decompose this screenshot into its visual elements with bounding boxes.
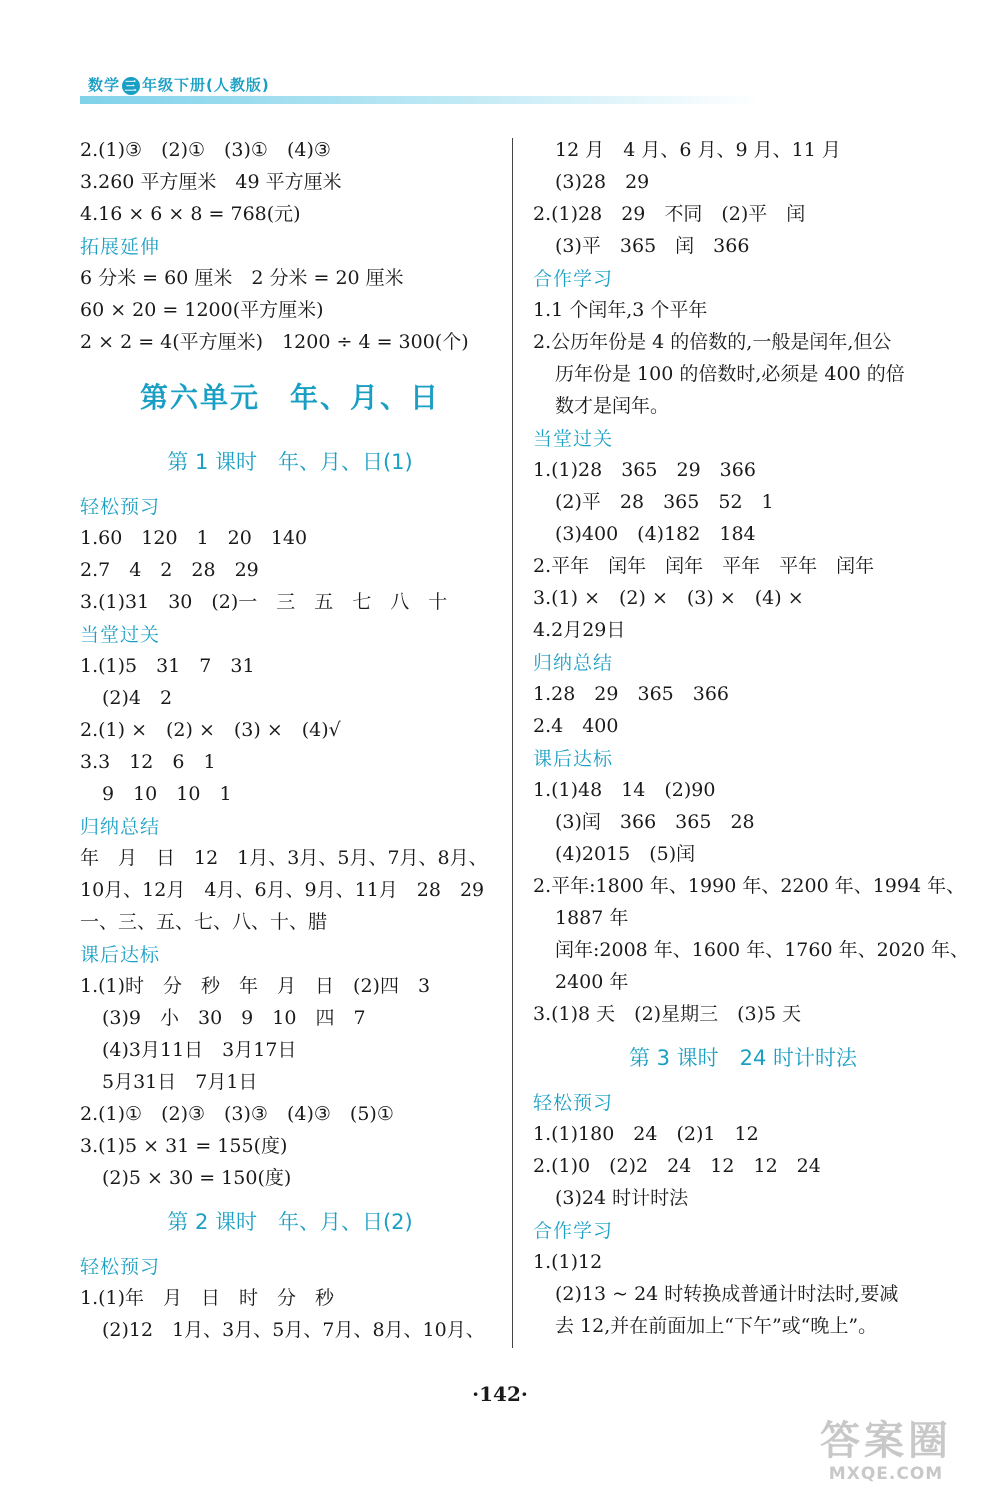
answer-line: 3.(1)31 30 (2)一 三 五 七 八 十 <box>80 591 448 613</box>
answer-line: (3)24 时计时法 <box>555 1187 689 1209</box>
lesson-title: 第 1 课时 年、月、日(1) <box>167 450 413 474</box>
answer-line: 5月31日 7月1日 <box>102 1071 258 1093</box>
left-column <box>80 134 500 1346</box>
answer-line: 3.3 12 6 1 <box>80 751 216 773</box>
answer-line: 1887 年 <box>555 907 629 929</box>
answer-line: 1.(1)12 <box>533 1251 603 1273</box>
page-number: ·142· <box>472 1382 528 1406</box>
answer-line: (4)2015 (5)闰 <box>555 843 696 865</box>
answer-line: 2.(1)① (2)③ (3)③ (4)③ (5)① <box>80 1103 394 1125</box>
section-title: 合作学习 <box>533 1220 614 1242</box>
answer-line: 2.(1)0 (2)2 24 12 12 24 <box>533 1155 821 1177</box>
section-title: 课后达标 <box>80 944 161 966</box>
watermark-text: 答案圈 <box>820 1418 952 1464</box>
answer-line: 一、三、五、七、八、十、腊 <box>80 911 328 933</box>
header-subject: 数学 <box>88 76 121 94</box>
answer-line: 2.4 400 <box>533 715 619 737</box>
answer-line: 闰年:2008 年、1600 年、1760 年、2020 年、 <box>555 939 969 961</box>
answer-line: 9 10 10 1 <box>102 783 232 805</box>
watermark-logo <box>786 1418 986 1484</box>
answer-line: 1.28 29 365 366 <box>533 683 730 705</box>
answer-line: 3.(1)8 天 (2)星期三 (3)5 天 <box>533 1003 802 1025</box>
answer-line: 2 × 2 = 4(平方厘米) 1200 ÷ 4 = 300(个) <box>80 331 469 353</box>
answer-line: 1.(1)年 月 日 时 分 秒 <box>80 1287 335 1309</box>
answer-line: 年 月 日 12 1月、3月、5月、7月、8月、 <box>80 847 488 869</box>
answer-line: (4)3月11日 3月17日 <box>102 1039 297 1061</box>
section-title: 当堂过关 <box>80 624 161 646</box>
section-title: 当堂过关 <box>533 428 614 450</box>
answer-line: 1.(1)48 14 (2)90 <box>533 779 716 801</box>
section-title: 拓展延伸 <box>80 236 161 258</box>
answer-line: 12 月 4 月、6 月、9 月、11 月 <box>555 139 841 161</box>
answer-line: (2)平 28 365 52 1 <box>555 491 774 513</box>
header-grade-badge: 三 <box>122 77 140 95</box>
answer-line: 历年份是 100 的倍数时,必须是 400 的倍 <box>555 363 905 385</box>
answer-line: 2.(1)③ (2)① (3)① (4)③ <box>80 139 331 161</box>
answer-line: 2.(1)28 29 不同 (2)平 闰 <box>533 203 806 225</box>
answer-line: (2)13 ~ 24 时转换成普通计时法时,要减 <box>555 1283 899 1305</box>
answer-line: (3)400 (4)182 184 <box>555 523 756 545</box>
answer-line: 3.(1)5 × 31 = 155(度) <box>80 1135 288 1157</box>
section-title: 课后达标 <box>533 748 614 770</box>
answer-line: 3.260 平方厘米 49 平方厘米 <box>80 171 342 193</box>
answer-line: 2.(1) × (2) × (3) × (4)√ <box>80 719 341 741</box>
section-title: 合作学习 <box>533 268 614 290</box>
answer-line: 2.7 4 2 28 29 <box>80 559 259 581</box>
column-divider <box>512 138 513 1348</box>
answer-line: 4.2月29日 <box>533 619 626 641</box>
section-title: 轻松预习 <box>80 1256 161 1278</box>
answer-line: 1.60 120 1 20 140 <box>80 527 308 549</box>
answer-line: 2.平年:1800 年、1990 年、2200 年、1994 年、 <box>533 875 966 897</box>
answer-line: 2.公历年份是 4 的倍数的,一般是闰年,但公 <box>533 331 892 353</box>
section-title: 轻松预习 <box>533 1092 614 1114</box>
unit-title: 第六单元 年、月、日 <box>139 381 440 414</box>
answer-line: 数才是闰年。 <box>555 395 670 417</box>
answer-line: 1.(1)5 31 7 31 <box>80 655 255 677</box>
section-title: 归纳总结 <box>533 652 614 674</box>
answer-line: 1.(1)28 365 29 366 <box>533 459 756 481</box>
header-bar <box>80 96 760 104</box>
lesson-title: 第 3 课时 24 时计时法 <box>628 1046 858 1070</box>
answer-line: 60 × 20 = 1200(平方厘米) <box>80 299 324 321</box>
answer-line: 去 12,并在前面加上“下午”或“晚上”。 <box>555 1315 878 1337</box>
answer-line: 10月、12月 4月、6月、9月、11月 28 29 <box>80 879 485 901</box>
answer-line: (2)4 2 <box>102 687 173 709</box>
answer-line: 2400 年 <box>555 971 629 993</box>
answer-line: (3)9 小 30 9 10 四 7 <box>102 1007 366 1029</box>
answer-line: 6 分米 = 60 厘米 2 分米 = 20 厘米 <box>80 267 404 289</box>
answer-line: 4.16 × 6 × 8 = 768(元) <box>80 203 301 225</box>
section-title: 轻松预习 <box>80 496 161 518</box>
lesson-title: 第 2 课时 年、月、日(2) <box>167 1210 413 1234</box>
answer-line: (2)12 1月、3月、5月、7月、8月、10月、 <box>102 1319 485 1341</box>
answer-line: (2)5 × 30 = 150(度) <box>102 1167 292 1189</box>
answer-line: 1.(1)时 分 秒 年 月 日 (2)四 3 <box>80 975 431 997</box>
watermark-url: MXQE.COM <box>828 1464 944 1484</box>
answer-line: 3.(1) × (2) × (3) × (4) × <box>533 587 804 609</box>
answer-line: 1.1 个闰年,3 个平年 <box>533 299 708 321</box>
header-title <box>88 74 270 95</box>
page-header <box>80 70 760 106</box>
answer-line: 2.平年 闰年 闰年 平年 平年 闰年 <box>533 555 875 577</box>
answer-line: 1.(1)180 24 (2)1 12 <box>533 1123 759 1145</box>
header-book: 年级下册(人教版) <box>142 76 270 94</box>
answer-line: (3)28 29 <box>555 171 650 193</box>
section-title: 归纳总结 <box>80 816 161 838</box>
answer-line: (3)平 365 闰 366 <box>555 235 750 257</box>
right-column <box>533 134 969 1342</box>
answer-line: (3)闰 366 365 28 <box>555 811 755 833</box>
